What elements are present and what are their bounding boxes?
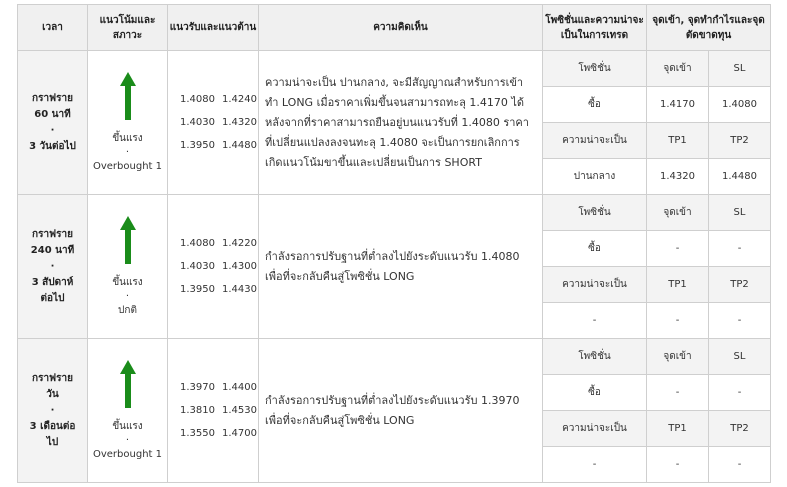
resistance-level: 1.4530 [222,405,257,416]
trend-strength: ขึ้นแรง [112,276,143,288]
tp1-label: TP1 [647,123,709,159]
support-level: 1.4080 [180,94,215,105]
resistance-level: 1.4240 [222,94,257,105]
trend-state: Overbought 1 [92,160,162,172]
trend-cell [88,51,168,195]
support-level: 1.3950 [180,284,215,295]
header-trend: แนวโน้มและสภาวะ [88,5,168,51]
entry-label: จุดเข้า [647,195,709,231]
trend-up-arrow-icon [120,72,136,120]
trend-strength: ขึ้นแรง [112,420,143,432]
resistance-level: 1.4700 [222,428,257,439]
sl-label: SL [709,195,771,231]
level-pair [180,238,258,249]
trend-cell [88,195,168,339]
tp2-label: TP2 [709,123,771,159]
table-row [18,339,771,375]
trend-state: ปกติ [118,304,137,316]
entry-value: - [647,375,709,411]
resistance-level: 1.4320 [222,117,257,128]
support-level: 1.3550 [180,428,215,439]
resistance-level: 1.4300 [222,261,257,272]
resistance-level: 1.4430 [222,284,257,295]
sl-label: SL [709,339,771,375]
level-pair [180,405,258,416]
timeframe-line: ต่อไป [40,292,65,304]
resistance-level: 1.4220 [222,238,257,249]
header-support-resistance: แนวรับและแนวต้าน [168,5,259,51]
entry-value: 1.4170 [647,87,709,123]
level-pair [180,140,258,151]
sl-value: 1.4080 [709,87,771,123]
timeframe-line: 60 นาที [34,108,71,120]
header-position: โพซิชั่นและความน่าจะเป็นในการเทรด [543,5,647,51]
position-value: ซื้อ [543,375,647,411]
tp1-value: - [647,303,709,339]
timeframe-line: ไป [46,436,59,448]
position-value: ซื้อ [543,231,647,267]
timeframe-line: กราฟราย [32,92,73,104]
entry-label: จุดเข้า [647,51,709,87]
level-pair [180,428,258,439]
tp2-label: TP2 [709,411,771,447]
trend-up-arrow-icon [120,360,136,408]
header-row [18,5,771,51]
tp1-label: TP1 [647,267,709,303]
timeframe-cell [18,339,88,483]
levels-cell [168,195,259,339]
probability-label: ความน่าจะเป็น [543,267,647,303]
header-comment: ความคิดเห็น [259,5,543,51]
tp2-value: 1.4480 [709,159,771,195]
timeframe-line: · [50,124,55,136]
levels-cell [168,339,259,483]
comment-cell: กำลังรอการปรับฐานที่ต่ำลงไปยังระดับแนวรับ 1.3970 เพื่อที่จะกลับคืนสู่โพซิชั่น LONG [259,339,543,483]
probability-label: ความน่าจะเป็น [543,123,647,159]
tp1-value: 1.4320 [647,159,709,195]
tp1-value: - [647,447,709,483]
position-label: โพซิชั่น [543,339,647,375]
header-time: เวลา [18,5,88,51]
tp2-value: - [709,303,771,339]
probability-value: - [543,447,647,483]
forecast-table [17,4,771,483]
resistance-level: 1.4480 [222,140,257,151]
support-level: 1.4030 [180,117,215,128]
support-level: 1.3970 [180,382,215,393]
level-pair [180,94,258,105]
timeframe-line: · [50,404,55,416]
position-label: โพซิชั่น [543,51,647,87]
probability-value: ปานกลาง [543,159,647,195]
entry-value: - [647,231,709,267]
trend-strength: ขึ้นแรง [112,132,143,144]
timeframe-line: 240 นาที [30,244,75,256]
trend-dot: · [125,290,130,302]
support-level: 1.4030 [180,261,215,272]
level-pair [180,382,258,393]
timeframe-cell [18,195,88,339]
level-pair [180,284,258,295]
timeframe-cell [18,51,88,195]
level-pair [180,117,258,128]
table-row [18,195,771,231]
probability-value: - [543,303,647,339]
trend-up-arrow-icon [120,216,136,264]
support-level: 1.3950 [180,140,215,151]
levels-cell [168,51,259,195]
probability-label: ความน่าจะเป็น [543,411,647,447]
timeframe-line: · [50,260,55,272]
timeframe-line: 3 วันต่อไป [29,140,76,152]
sl-label: SL [709,51,771,87]
support-level: 1.4080 [180,238,215,249]
position-label: โพซิชั่น [543,195,647,231]
trend-cell [88,339,168,483]
tp1-label: TP1 [647,411,709,447]
support-level: 1.3810 [180,405,215,416]
entry-label: จุดเข้า [647,339,709,375]
trend-dot: · [125,434,130,446]
sl-value: - [709,231,771,267]
tp2-value: - [709,447,771,483]
position-value: ซื้อ [543,87,647,123]
tp2-label: TP2 [709,267,771,303]
timeframe-line: 3 เดือนต่อ [29,420,76,432]
timeframe-line: กราฟราย [32,228,73,240]
trend-state: Overbought 1 [92,448,162,460]
table-row [18,51,771,87]
comment-cell: กำลังรอการปรับฐานที่ต่ำลงไปยังระดับแนวรับ 1.4080 เพื่อที่จะกลับคืนสู่โพซิชั่น LONG [259,195,543,339]
comment-cell: ความน่าจะเป็น ปานกลาง, จะมีสัญญาณสำหรับการเข้าทำ LONG เมื่อราคาเพิ่มขึ้นจนสามารถทะลุ 1.4170 ได้หลังจากที่ราคาสามารถยืนอยู่บนแนวรับที่ 1.4080 ราคาที่เปลี่ยนแปลงลงจนทะลุ 1.4080 จะเป็นการยกเลิกการเกิดแนวโน้มขาขึ้นและเปลี่ยนเป็นการ SHORT [259,51,543,195]
resistance-level: 1.4400 [222,382,257,393]
timeframe-line: กราฟราย [32,372,73,384]
sl-value: - [709,375,771,411]
level-pair [180,261,258,272]
trend-dot: · [125,146,130,158]
header-entry: จุดเข้า, จุดทำกำไรและจุดตัดขาดทุน [647,5,771,51]
timeframe-line: 3 สัปดาห์ [31,276,74,288]
timeframe-line: วัน [46,388,59,400]
